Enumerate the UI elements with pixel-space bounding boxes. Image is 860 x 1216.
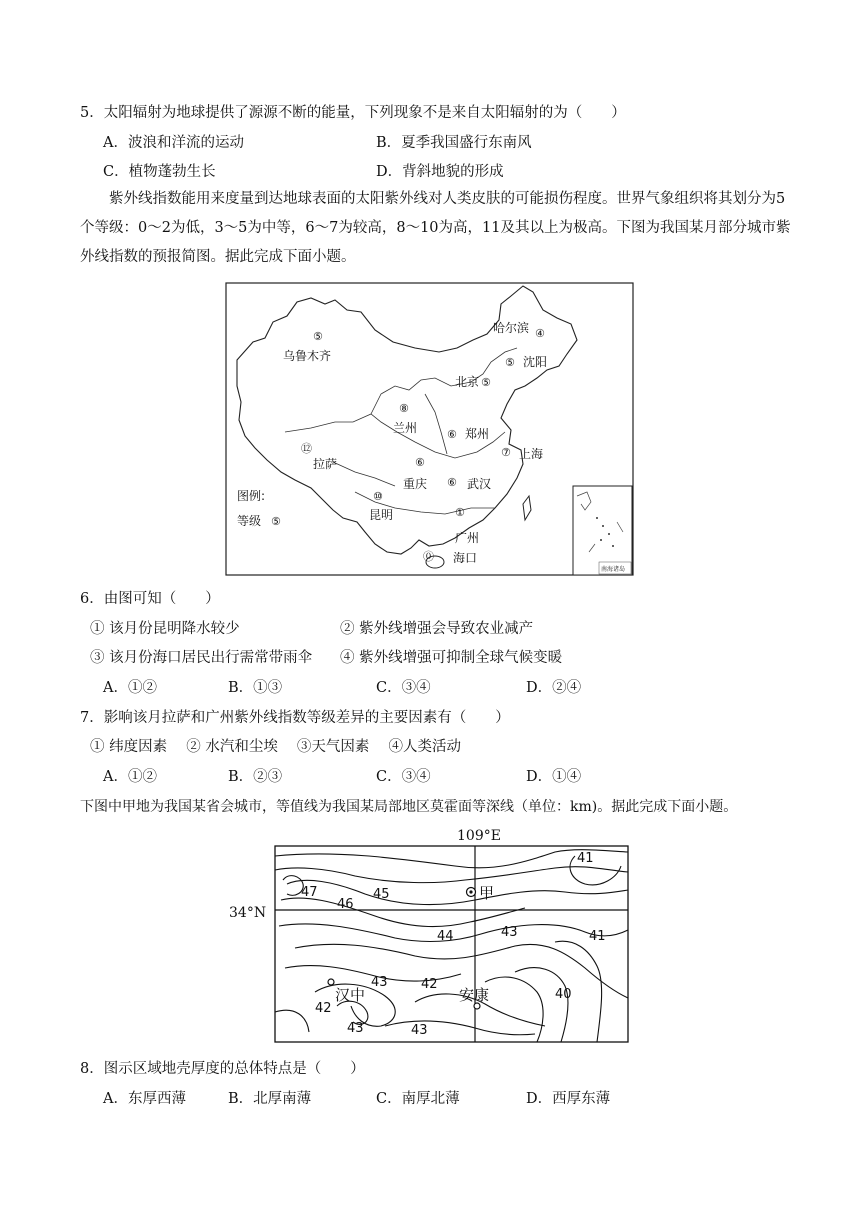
q6-statement-2: ② 紫外线增强会导致农业减产 <box>340 621 534 637</box>
kunming-label: 昆明 <box>369 508 394 522</box>
guangzhou-label: 广州 <box>455 531 480 545</box>
q5-option-c[interactable]: C．植物蓬勃生长 <box>103 164 216 180</box>
contour-label: 43 <box>347 1021 364 1036</box>
city-ankang-label: 安康 <box>459 986 490 1004</box>
q8-option-b[interactable]: B．北厚南薄 <box>228 1091 312 1107</box>
q5-option-a[interactable]: A．波浪和洋流的运动 <box>103 135 244 151</box>
lhasa-label: 拉萨 <box>313 457 338 471</box>
contour-label: 46 <box>337 897 354 912</box>
uv-passage: 紫外线指数能用来度量到达地球表面的太阳紫外线对人类皮肤的可能损伤程度。世界气象组织将其划分为5个等级：0～2为低，3～5为中等，6～7为较高，8～10为高，11及其以上为极高。下图为我国某月部分城市紫外线指数的预报简图。据此完成下面小题。 <box>80 191 791 265</box>
q6-statement-4: ④ 紫外线增强可抑制全球气候变暖 <box>340 650 563 666</box>
legend-symbol: ⑤ <box>271 515 281 528</box>
q7-statements: ① 纬度因素 ② 水汽和尘埃 ③天气因素 ④人类活动 <box>90 739 462 755</box>
wuhan-level: ⑥ <box>447 476 457 489</box>
q7-option-a[interactable]: A．①② <box>103 769 157 785</box>
zhengzhou-label: 郑州 <box>465 427 490 441</box>
contour-label: 43 <box>411 1023 428 1038</box>
contour-label: 44 <box>437 929 454 944</box>
q7-option-c[interactable]: C．③④ <box>376 769 431 785</box>
q6-option-c[interactable]: C．③④ <box>376 680 431 696</box>
contour-label: 42 <box>421 977 438 992</box>
wuhan-label: 武汉 <box>467 477 492 491</box>
haikou-level: ⓪ <box>423 550 434 563</box>
inset-caption: 南海诸岛 <box>601 566 626 573</box>
q5-option-d[interactable]: D．背斜地貌的形成 <box>376 164 504 180</box>
shenyang-level: ⑤ <box>505 356 515 369</box>
contour-label: 41 <box>589 929 606 944</box>
contour-label: 41 <box>577 851 594 866</box>
q8-option-a[interactable]: A．东厚西薄 <box>103 1091 186 1107</box>
latitude-label: 34°N <box>229 905 267 921</box>
shanghai-label: 上海 <box>519 447 544 461</box>
legend-label: 等级 <box>237 514 262 528</box>
contour-label: 47 <box>301 885 318 900</box>
urumqi-level: ⑤ <box>313 330 323 343</box>
q6-option-d[interactable]: D．②④ <box>526 680 582 696</box>
city-jia-label: 甲 <box>479 884 495 902</box>
contour-label: 42 <box>315 1001 332 1016</box>
harbin-label: 哈尔滨 <box>493 321 530 335</box>
guangzhou-level: ① <box>455 506 465 519</box>
haikou-label: 海口 <box>453 551 478 565</box>
moho-passage: 下图中甲地为我国某省会城市，等值线为我国某局部地区莫霍面等深线（单位：km)。据此完成下面小题。 <box>80 799 738 815</box>
zhengzhou-level: ⑥ <box>447 428 457 441</box>
question-8-stem: 8．图示区域地壳厚度的总体特点是（ ） <box>80 1061 365 1077</box>
q6-option-a[interactable]: A．①② <box>103 680 157 696</box>
uv-index-map <box>225 282 635 577</box>
legend-title: 图例: <box>237 489 266 503</box>
q8-option-c[interactable]: C．南厚北薄 <box>376 1091 460 1107</box>
chongqing-label: 重庆 <box>403 477 428 491</box>
q8-option-d[interactable]: D．西厚东薄 <box>526 1091 611 1107</box>
longitude-label: 109°E <box>457 828 501 844</box>
kunming-level: ⑩ <box>373 490 383 503</box>
q7-option-b[interactable]: B．②③ <box>228 769 283 785</box>
q6-statement-3: ③ 该月份海口居民出行需常带雨伞 <box>90 650 313 666</box>
shanghai-level: ⑦ <box>501 446 511 459</box>
lanzhou-level: ⑧ <box>399 402 409 415</box>
contour-label: 40 <box>555 987 572 1002</box>
q6-option-b[interactable]: B．①③ <box>228 680 283 696</box>
shenyang-label: 沈阳 <box>523 355 548 369</box>
q6-statement-1: ① 该月份昆明降水较少 <box>90 621 240 637</box>
beijing-label: 北京 <box>455 375 480 389</box>
chongqing-level: ⑥ <box>415 456 425 469</box>
q5-option-b[interactable]: B．夏季我国盛行东南风 <box>376 135 532 151</box>
harbin-level: ④ <box>535 327 545 340</box>
contour-label: 43 <box>501 925 518 940</box>
question-6-stem: 6．由图可知（ ） <box>80 591 220 607</box>
beijing-level: ⑤ <box>481 376 491 389</box>
urumqi-label: 乌鲁木齐 <box>283 349 332 363</box>
q7-option-d[interactable]: D．①④ <box>526 769 582 785</box>
contour-label: 43 <box>371 975 388 990</box>
question-5-stem: 5．太阳辐射为地球提供了源源不断的能量，下列现象不是来自太阳辐射的为（ ） <box>80 105 626 121</box>
lanzhou-label: 兰州 <box>393 421 418 435</box>
question-7-stem: 7．影响该月拉萨和广州紫外线指数等级差异的主要因素有（ ） <box>80 710 510 726</box>
contour-label: 45 <box>373 887 390 902</box>
lhasa-level: ⑫ <box>301 442 312 455</box>
moho-contour-map <box>225 822 630 1044</box>
city-hanzhong-label: 汉中 <box>335 986 366 1004</box>
